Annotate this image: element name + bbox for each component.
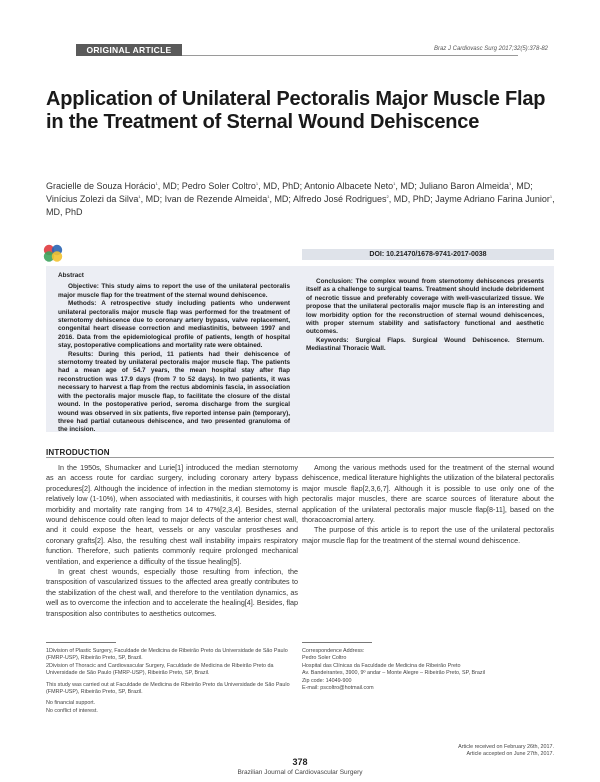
author-list: [46, 180, 558, 219]
intro-paragraph-1: In the 1950s, Shumacker and Lurie[1] introduced the median sternotomy as an access route for cardiac surgery, including coronary artery bypass procedures[2]. Although the incidence of infection in the median sternotomy is relatively low (1-10%), when associated with mediastinitis, it courses with high morbidity and mortality rate ranging from 14 to 47%[2,3,4]. Besides, sternal wound dehiscence could often lead to major defects of the anterior chest wall, and it could expose the heart, vessels or any vascular prostheses and coronary grafts[2]. Also, the resulting chest wall instability impairs respiratory function. Therefore, such patients commonly require prolonged mechanical ventilation, and experience a difficulty of the tissue healing[5].: [46, 463, 298, 566]
header-rule: [182, 55, 518, 56]
footnote-rule: [46, 642, 116, 643]
financial-support: No financial support.: [46, 700, 96, 707]
journal-citation: Braz J Cardiovasc Surg 2017;32(5):378-82: [433, 46, 548, 52]
section-badge: ORIGINAL ARTICLE: [76, 44, 182, 56]
accepted-date: Article accepted on June 27th, 2017.: [466, 751, 554, 758]
correspondence-label: Correspondence Address:: [302, 648, 365, 654]
intro-paragraph-3: Among the various methods used for the treatment of the sternal wound dehiscence, medical literature highlights the utilization of the bilateral pectoralis major muscle flap[2,3,6,7]. Although it is possible to use only one of the pectoralis major muscles, there are scarce sources of literature about the application of the unilateral pectoralis major muscle flap[8-11], based on the thoracoacromial artery.: [302, 463, 554, 525]
author: Juliano Baron Almeida$^1$, MD;: [419, 181, 533, 191]
journal-logo-icon: [42, 243, 64, 263]
study-location: This study was carried out at Faculdade de Medicina de Ribeirão Preto da Universidade de São Paulo (FMRP-USP), Ribeirão Preto, SP, Brazil.: [46, 681, 290, 696]
footnote-rule: [302, 642, 372, 643]
section-rule: [46, 457, 554, 458]
conflict-of-interest: No conflict of interest.: [46, 707, 98, 714]
page-number: 378: [292, 757, 308, 767]
correspondence-email[interactable]: E-mail: pscoltro@hotmail.com: [302, 685, 374, 692]
correspondence-address-2: Av. Bandeirantes, 3900, 9º andar – Monte Alegre – Ribeirão Preto, SP, Brazil: [302, 670, 485, 677]
correspondence-address-1: Hospital das Clínicas da Faculdade de Medicina de Ribeirão Preto: [302, 662, 461, 669]
intro-paragraph-2: In great chest wounds, especially those resulting from infection, the transposition of vascularized tissues to the affected area greatly contributes to the stabilization of the chest wall, and therefore to the ventilation dynamics, as well as to overcome the infection and to accelerate the healing[4]. Besides, flap transposition also contributes to aesthetics outcomes.: [46, 567, 298, 618]
received-date: Article received on February 26th, 2017.: [458, 744, 554, 750]
author: Ivan de Rezende Almeida$^1$, MD;: [164, 194, 293, 204]
intro-paragraph-4: The purpose of this article is to report the use of the unilateral pectoralis major muscle flap for the treatment of the sternal wound dehiscence.: [302, 525, 554, 545]
abstract-methods: Methods: A retrospective study including patients who underwent unilateral pectoralis major muscle flap was performed for the treatment of sternotomy dehiscence due to coronary artery bypass, valve replacement, congenital heart disease correction and mediastinitis, between 1997 and 2016. Data from the epidemiological profile of patients, length of hospital stay, postoperative complications and mortality rate were obtained.: [58, 300, 291, 350]
correspondence-name: Pedro Soler Coltro: [302, 655, 347, 662]
body-right-column: [302, 463, 554, 546]
correspondence-zip: Zip code: 14049-900: [302, 677, 352, 684]
article-title: Application of Unilateral Pectoralis Major Muscle Flap in the Treatment of Sternal Wound Dehiscence: [46, 88, 546, 133]
author: Gracielle de Souza Horácio$^1$, MD;: [46, 181, 182, 191]
author: Alfredo José Rodrigues$^2$, MD, PhD;: [292, 194, 436, 204]
abstract-left-column: [58, 272, 290, 435]
affiliation-1: 1Division of Plastic Surgery, Faculdade de Medicina de Ribeirão Preto da Universidade de São Paulo (FMRP-USP), Ribeirão Preto, SP, Brazil.: [46, 648, 288, 662]
abstract-results: Results: During this period, 11 patients had their dehiscence of sternotomy treated by unilateral pectoralis major muscle flap. The patients had a mean age of 54.7 years, the mean hospital stay after flap reconstruction was 17.9 days (from 7 to 52 days). In two patients, it was necessary to harvest a flap from the rectus abdominis fascia, in association with the pectoralis major muscle flap, to facilitate the closure of the distal wound. In the postoperative period, seroma discharge from the surgical wound was observed in six patients, five reported intense pain (temporary), three had partial cutaneous dehiscence, and two presented granuloma of the incision.: [58, 350, 290, 434]
affiliation-2: 2Division of Thoracic and Cardiovascular Surgery, Faculdade de Medicina de Ribeirão Preto da Universidade de São Paulo (FMRP-USP), Ribeirão Preto, SP, Brazil.: [46, 662, 274, 677]
abstract-keywords: Keywords: Surgical Flaps. Surgical Wound Dehiscence. Sternum. Mediastinal Thoracic Wall.: [306, 336, 544, 353]
journal-footer: Brazilian Journal of Cardiovascular Surgery: [237, 769, 363, 776]
abstract-conclusion: Conclusion: The complex wound from sternotomy dehiscences presents itself as a challenge to surgical teams. Treatment should include debridement of necrotic tissue and preferably coverage with well-vascularized tissue. We propose that the unilateral pectoralis major muscle flap is an interesting and low morbidity option for the reconstruction of sternal wound dehiscences, with proper sternum stability and satisfactory functional and aesthetic outcomes.: [306, 278, 544, 336]
author: Vinícius Zolezi da Silva$^1$, MD;: [46, 194, 165, 204]
introduction-heading: INTRODUCTION: [46, 448, 110, 457]
abstract-objective: Objective: This study aims to report the use of the unilateral pectoralis major muscle flap for the treatment of the sternal wound dehiscence.: [58, 283, 290, 299]
author: Antonio Albacete Neto$^1$, MD;: [304, 181, 420, 191]
body-left-column: [46, 463, 298, 619]
author: Jayme Adriano Farina Junior$^1$, MD, PhD: [46, 194, 555, 217]
doi-link[interactable]: DOI: 10.21470/1678-9741-2017-0038: [302, 249, 554, 260]
abstract-right-column: [306, 278, 544, 354]
author: Pedro Soler Coltro$^1$, MD, PhD;: [181, 181, 305, 191]
correspondence: [302, 648, 554, 692]
abstract-heading: Abstract: [58, 272, 84, 279]
affiliations: [46, 648, 298, 715]
